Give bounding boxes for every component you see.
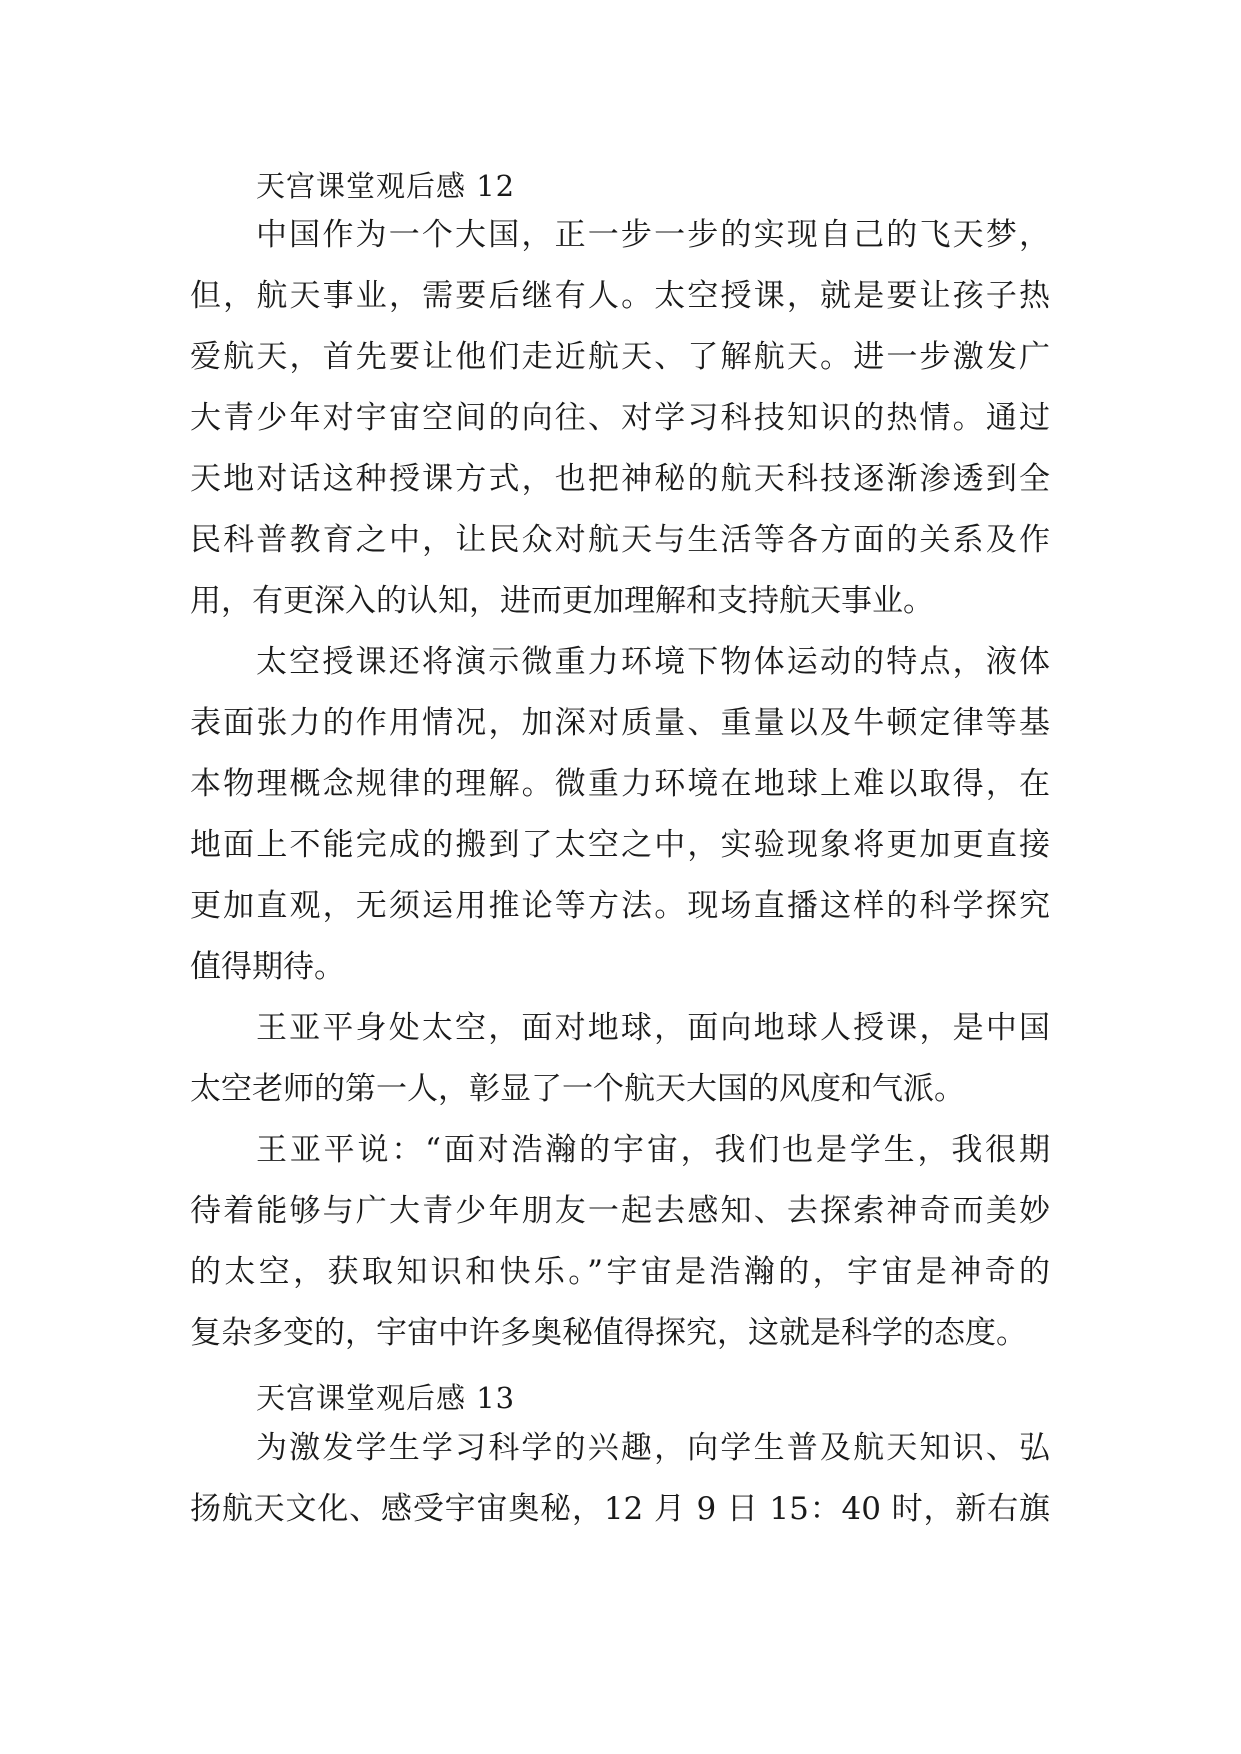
section-heading: 天宫课堂观后感 13: [256, 1381, 516, 1415]
text-line: 爱航天，首先要让他们走近航天、了解航天。进一步激发广: [190, 339, 1050, 375]
section-heading: 天宫课堂观后感 12: [256, 169, 516, 203]
paragraph: [190, 632, 1050, 998]
text-line: 更加直观，无须运用推论等方法。现场直播这样的科学探究: [190, 888, 1050, 924]
paragraph: [190, 1418, 1050, 1540]
text-line: 王亚平身处太空，面对地球，面向地球人授课，是中国: [256, 1010, 1050, 1046]
text-line: 中国作为一个大国，正一步一步的实现自己的飞天梦，: [256, 217, 1050, 253]
text-line: 但，航天事业，需要后继有人。太空授课，就是要让孩子热: [190, 278, 1050, 314]
text-line: 值得期待。: [190, 949, 345, 985]
paragraph: [190, 205, 1050, 632]
text-line: 太空老师的第一人，彰显了一个航天大国的风度和气派。: [190, 1071, 965, 1107]
text-line: 民科普教育之中，让民众对航天与生活等各方面的关系及作: [190, 522, 1050, 558]
text-line: 待着能够与广大青少年朋友一起去感知、去探索神奇而美妙: [190, 1193, 1050, 1229]
paragraph: [190, 998, 1050, 1120]
text-line: 为激发学生学习科学的兴趣，向学生普及航天知识、弘: [256, 1430, 1050, 1466]
text-line: 太空授课还将演示微重力环境下物体运动的特点，液体: [256, 644, 1050, 680]
text-line: 天地对话这种授课方式，也把神秘的航天科技逐渐渗透到全: [190, 461, 1050, 497]
text-line: 大青少年对宇宙空间的向往、对学习科技知识的热情。通过: [190, 400, 1050, 436]
text-line: 本物理概念规律的理解。微重力环境在地球上难以取得，在: [190, 766, 1050, 802]
paragraph: [190, 1120, 1050, 1364]
text-line: 用，有更深入的认知，进而更加理解和支持航天事业。: [190, 583, 934, 619]
text-line: 地面上不能完成的搬到了太空之中，实验现象将更加更直接: [190, 827, 1050, 863]
text-line: 扬航天文化、感受宇宙奥秘，12 月 9 日 15：40 时，新右旗: [190, 1491, 1050, 1527]
text-line: 王亚平说：“面对浩瀚的宇宙，我们也是学生，我很期: [256, 1132, 1050, 1168]
text-line: 表面张力的作用情况，加深对质量、重量以及牛顿定律等基: [190, 705, 1050, 741]
text-line: 的太空，获取知识和快乐。”宇宙是浩瀚的，宇宙是神奇的: [190, 1254, 1050, 1290]
text-line: 复杂多变的，宇宙中许多奥秘值得探究，这就是科学的态度。: [190, 1315, 1027, 1351]
